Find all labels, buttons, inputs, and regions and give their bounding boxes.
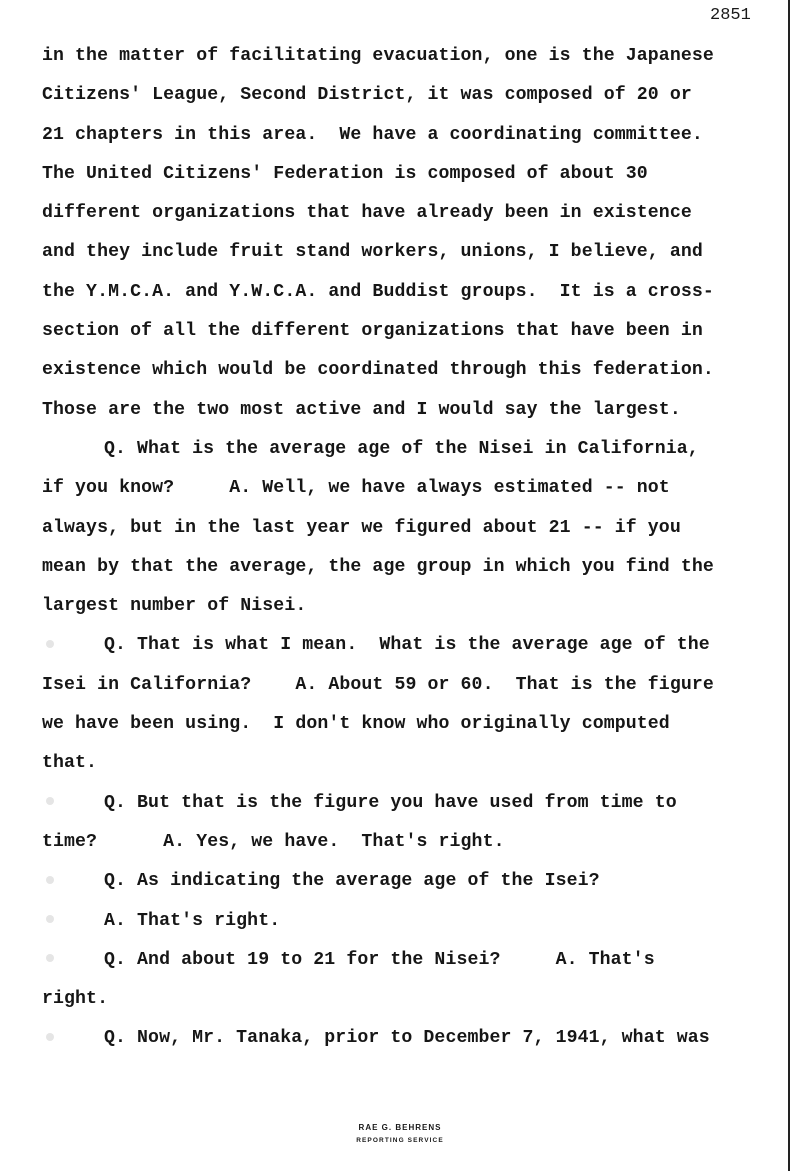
question-line: Q. But that is the figure you have used from time to bbox=[104, 792, 677, 813]
margin-speck bbox=[46, 915, 54, 923]
page-number: 2851 bbox=[710, 6, 751, 25]
reporting-service: REPORTING SERVICE bbox=[356, 1137, 444, 1144]
transcript-line: Those are the two most active and I would say the largest. bbox=[42, 399, 681, 420]
margin-speck bbox=[46, 1033, 54, 1041]
question-line: Q. Now, Mr. Tanaka, prior to December 7, 1941, what was bbox=[104, 1028, 710, 1049]
transcript-line: always, but in the last year we figured about 21 -- if you bbox=[42, 517, 681, 538]
transcript-line: in the matter of facilitating evacuation, one is the Japanese bbox=[42, 46, 714, 66]
transcript-line: existence which would be coordinated through this federation. bbox=[42, 360, 714, 381]
transcript-line: 21 chapters in this area. We have a coordinating committee. bbox=[42, 124, 703, 145]
right-margin-rule bbox=[788, 0, 790, 1171]
transcript-body bbox=[42, 37, 777, 1059]
question-line: Q. As indicating the average age of the Isei? bbox=[104, 871, 600, 892]
transcript-line: and they include fruit stand workers, unions, I believe, and bbox=[42, 242, 703, 263]
transcript-line: if you know? A. Well, we have always estimated -- not bbox=[42, 478, 670, 499]
reporter-name: RAE G. BEHRENS bbox=[358, 1123, 442, 1132]
transcript-line: Citizens' League, Second District, it was composed of 20 or bbox=[42, 85, 692, 106]
transcript-line: different organizations that have already been in existence bbox=[42, 203, 692, 224]
transcript-line: The United Citizens' Federation is composed of about 30 bbox=[42, 163, 648, 184]
answer-line: A. That's right. bbox=[104, 910, 281, 931]
transcript-line: mean by that the average, the age group in which you find the bbox=[42, 556, 714, 577]
transcript-line: that. bbox=[42, 753, 98, 774]
transcript-line: the Y.M.C.A. and Y.W.C.A. and Buddist groups. It is a cross- bbox=[42, 281, 714, 302]
margin-speck bbox=[46, 640, 54, 648]
transcript-line: we have been using. I don't know who originally computed bbox=[42, 714, 670, 735]
margin-speck bbox=[46, 876, 54, 884]
transcript-line: largest number of Nisei. bbox=[42, 596, 307, 617]
margin-speck bbox=[46, 797, 54, 805]
transcript-line: Isei in California? A. About 59 or 60. That is the figure bbox=[42, 674, 714, 695]
margin-speck bbox=[46, 954, 54, 962]
question-line: Q. That is what I mean. What is the average age of the bbox=[104, 635, 710, 656]
transcript-line: right. bbox=[42, 989, 109, 1010]
transcript-line: section of all the different organizations that have been in bbox=[42, 321, 703, 342]
question-line: Q. What is the average age of the Nisei in California, bbox=[104, 438, 699, 459]
question-line: Q. And about 19 to 21 for the Nisei? A. That's bbox=[104, 949, 655, 970]
transcript-line: time? A. Yes, we have. That's right. bbox=[42, 831, 505, 852]
